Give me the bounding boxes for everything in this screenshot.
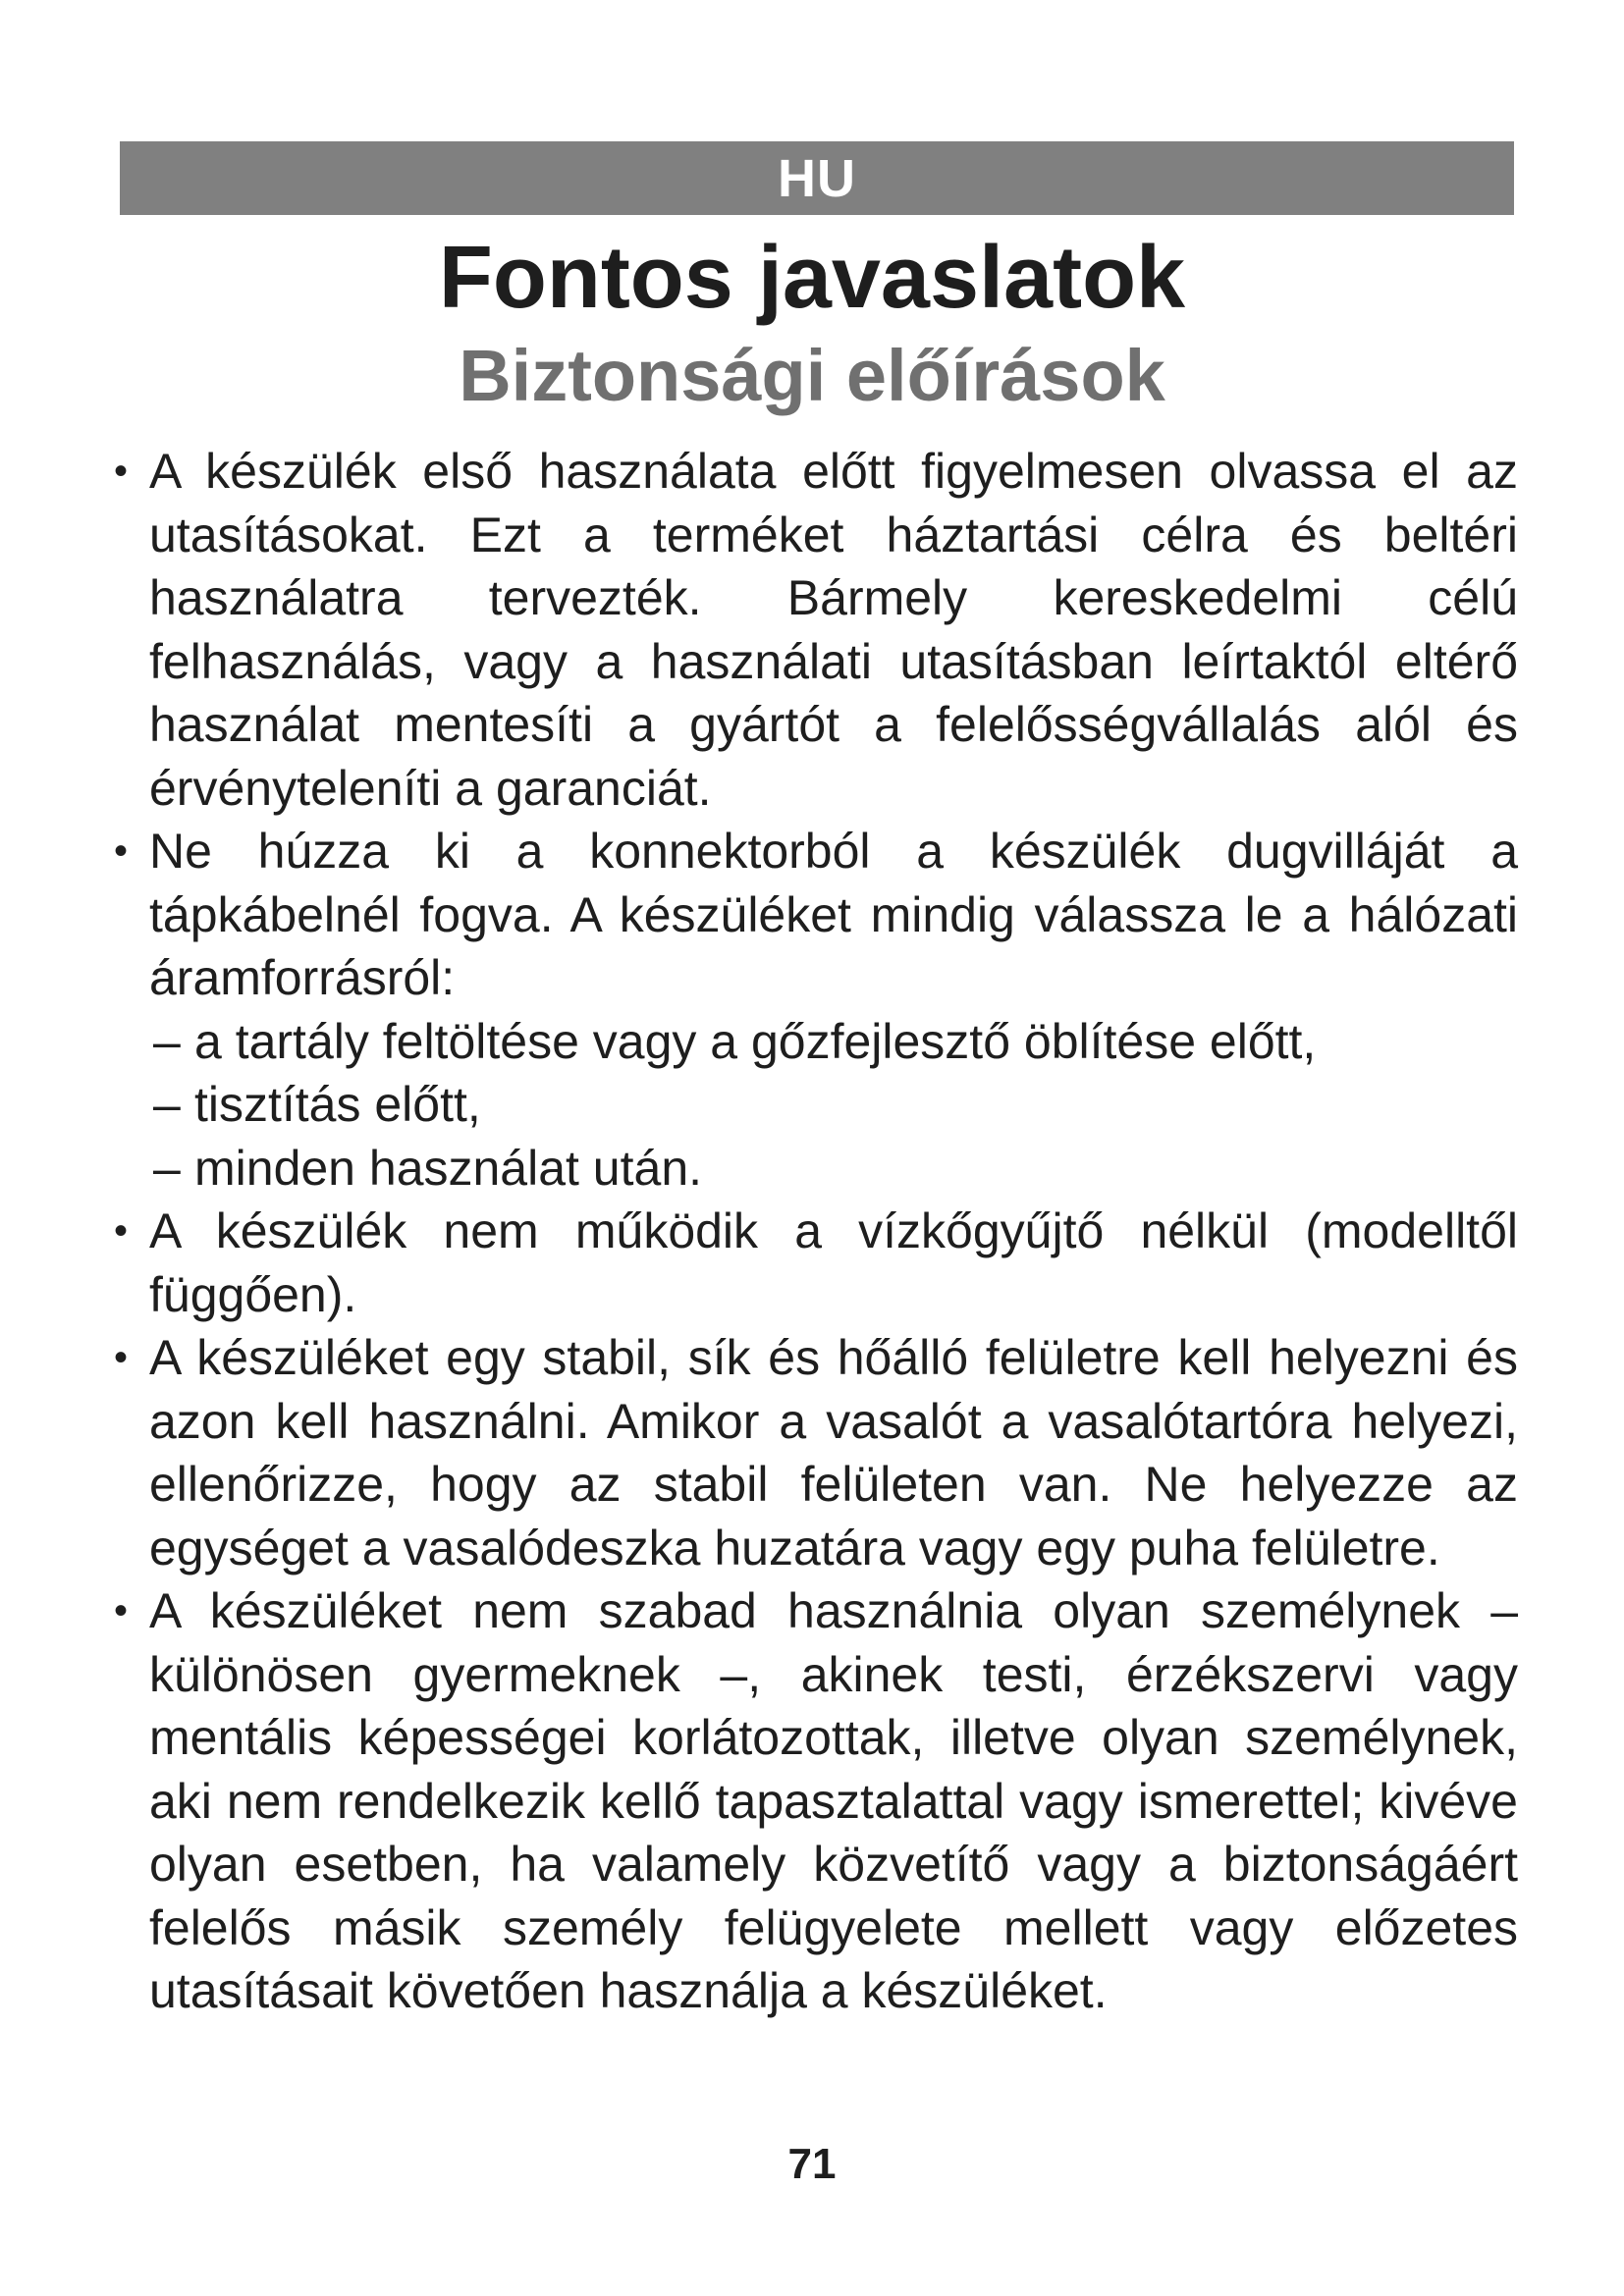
bullet-text: A készülék első használata előtt figyelmesen olvassa el az utasításokat. Ezt a terméket háztartási célra és beltéri használatra tervezték. Bármely kereskedelmi célú felhasználás, vagy a használati utasításban leírtaktól eltérő használat mentesíti a gyártót a felelősségvállalás alól és érvényteleníti a garanciát. <box>149 444 1518 816</box>
disconnect-conditions-list <box>114 1010 1518 1201</box>
sub-item-text: tisztítás előtt, <box>194 1077 481 1132</box>
bullet-item <box>114 440 1518 820</box>
language-code: HU <box>778 148 856 208</box>
sub-item-text: a tartály feltöltése vagy a gőzfejlesztő öblítése előtt, <box>194 1013 1317 1069</box>
page-title: Fontos javaslatok <box>438 229 1186 327</box>
bullet-item <box>114 1326 1518 1579</box>
dash-icon: – <box>153 1140 181 1196</box>
safety-instructions-list <box>114 440 1518 2023</box>
bullet-item <box>114 1579 1518 2023</box>
sub-item <box>114 1010 1518 1074</box>
bullet-text: Ne húzza ki a konnektorból a készülék dugvilláját a tápkábelnél fogva. A készüléket mindig válassza le a hálózati áramforrásról: <box>149 824 1518 1005</box>
bullet-icon: • <box>114 450 129 493</box>
dash-icon: – <box>153 1077 181 1132</box>
bullet-text: A készülék nem működik a vízkőgyűjtő nélkül (modelltől függően). <box>149 1203 1518 1322</box>
page-number: 71 <box>787 2140 837 2188</box>
bullet-icon: • <box>114 1589 129 1632</box>
sub-item-text: minden használat után. <box>194 1140 703 1196</box>
bullet-icon: • <box>114 1209 129 1253</box>
dash-icon: – <box>153 1013 181 1069</box>
sub-item <box>114 1073 1518 1137</box>
bullet-item <box>114 1200 1518 1326</box>
bullet-icon: • <box>114 1336 129 1379</box>
bullet-text: A készüléket egy stabil, sík és hőálló felületre kell helyezni és azon kell használni. Amikor a vasalót a vasalótartóra helyezi, ellenőrizze, hogy az stabil felületen van. Ne helyezze az egységet a vasalódeszka huzatára vagy egy puha felületre. <box>149 1330 1518 1575</box>
bullet-icon: • <box>114 829 129 873</box>
bullet-text: A készüléket nem szabad használnia olyan személynek – különösen gyermeknek –, akinek testi, érzékszervi vagy mentális képességei korlátozottak, illetve olyan személynek, aki nem rendelkezik kellő tapasztalattal vagy ismerettel; kivéve olyan esetben, ha valamely közvetítő vagy a biztonságáért felelős másik személy felügyelete mellett vagy előzetes utasításait követően használja a készüléket. <box>149 1583 1518 2018</box>
language-header-bar <box>120 141 1514 215</box>
page-subtitle: Biztonsági előírások <box>459 335 1165 416</box>
sub-item <box>114 1137 1518 1201</box>
bullet-item <box>114 820 1518 1010</box>
